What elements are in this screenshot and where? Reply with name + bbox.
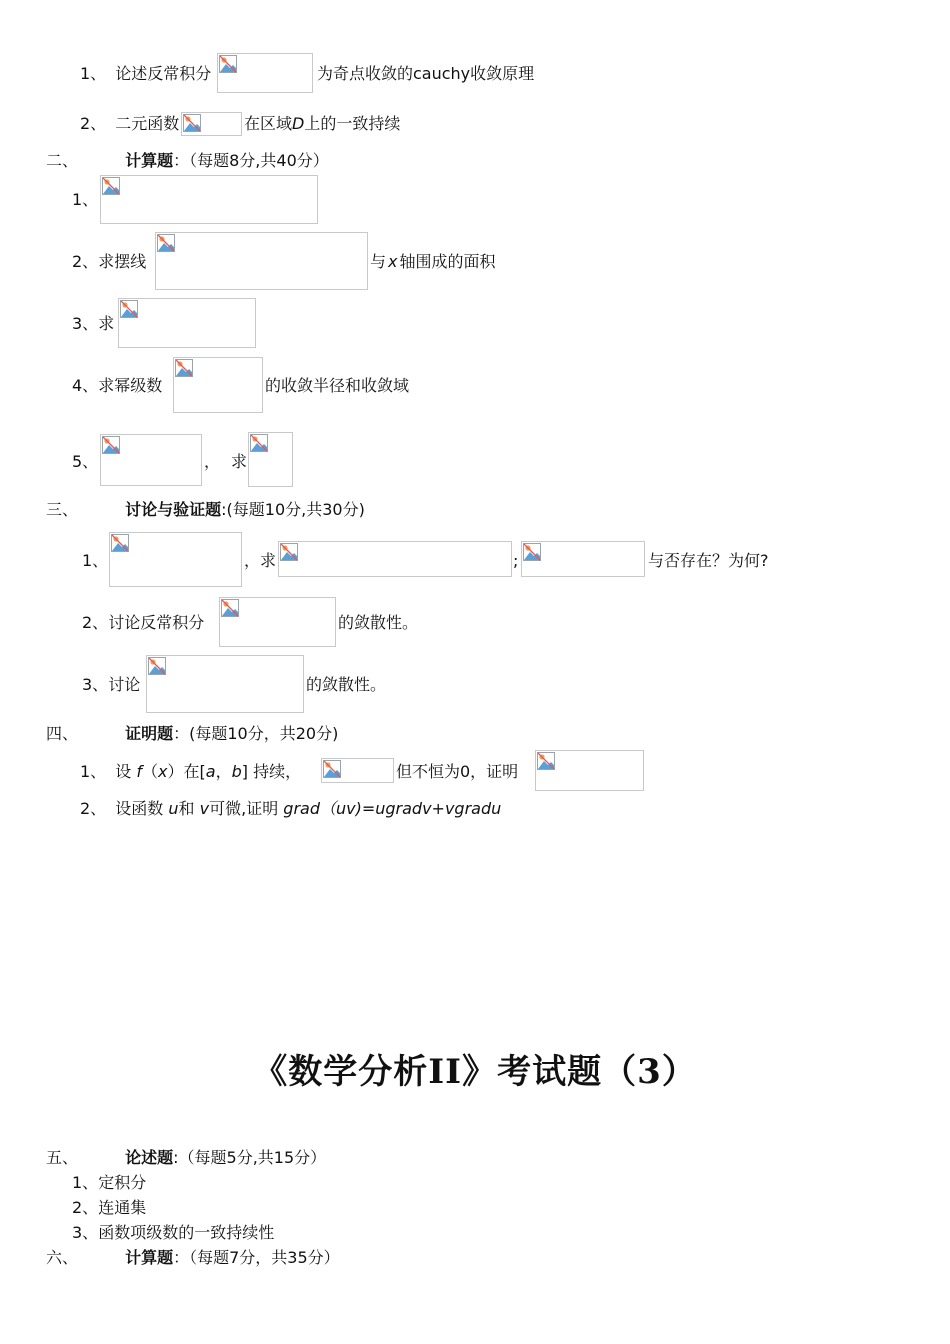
formula-image: [521, 541, 645, 577]
section-note: ：（每题8分,共40分）: [173, 151, 329, 170]
item-number: 2、: [80, 799, 107, 818]
text-span: （: [142, 762, 159, 781]
gradient-formula: grad（uv)=ugradv+vgradu: [283, 799, 502, 818]
question-text: [244, 114, 400, 134]
variable-a: a: [205, 762, 216, 781]
formula-image: [173, 357, 263, 413]
separator-text: ;: [513, 551, 519, 570]
broken-image-icon: [175, 359, 193, 377]
section-heading-discussion: [46, 500, 365, 520]
section-number: 四、: [46, 724, 79, 743]
item-text: 连通集: [98, 1198, 147, 1217]
item-number: 4、: [72, 376, 99, 395]
question-text: 为奇点收敛的cauchy收敛原理: [317, 64, 535, 83]
question-text: 求: [231, 452, 248, 471]
item-number: 3、: [72, 314, 99, 333]
text-span: 与: [370, 252, 387, 271]
section-heading-proof: [46, 724, 338, 744]
list-item: [72, 1198, 146, 1218]
section-title: 计算题: [125, 151, 174, 170]
broken-image-icon: [183, 114, 201, 132]
question-discuss-3: [82, 675, 140, 695]
formula-image: [155, 232, 368, 290]
section-note: :(每题10分,共30分): [221, 500, 365, 519]
text-span: 和: [178, 799, 195, 818]
formula-image: [321, 758, 394, 783]
section-note: :（每题5分,共15分）: [173, 1148, 327, 1167]
section-heading-calculation: [46, 151, 329, 171]
formula-image: [217, 53, 313, 93]
question-text: 求摆线: [98, 252, 147, 271]
formula-image: [535, 750, 644, 791]
item-number: 3、: [82, 675, 109, 694]
item-text: 函数项级数的一致持续性: [98, 1223, 275, 1242]
section-title: 证明题: [125, 724, 174, 743]
broken-image-icon: [523, 543, 541, 561]
item-number: 2、: [72, 1198, 99, 1217]
item-number: 2、: [72, 252, 99, 271]
question-text: 的收敛半径和收敛域: [265, 376, 410, 395]
formula-image: [100, 175, 318, 224]
question-text: 但不恒为0，证明: [396, 762, 519, 781]
section-heading-calculation-2: [46, 1248, 340, 1268]
section-number: 三、: [46, 500, 79, 519]
formula-image: [219, 597, 336, 647]
variable-b: b: [231, 762, 242, 781]
broken-image-icon: [120, 300, 138, 318]
broken-image-icon: [111, 534, 129, 552]
formula-image: [248, 432, 293, 487]
section-title: 计算题: [125, 1248, 174, 1267]
separator-text: ，: [204, 452, 221, 471]
variable-d: D: [292, 114, 305, 133]
formula-image: [118, 298, 256, 348]
text-span: ] 持续，: [241, 762, 302, 781]
question-text: ，求: [244, 551, 277, 570]
list-item: [72, 1223, 274, 1243]
text-span: 设: [115, 762, 132, 781]
item-number: 2、: [82, 613, 109, 632]
variable-x: x: [158, 762, 168, 781]
broken-image-icon: [148, 657, 166, 675]
text-span: 设函数: [115, 799, 164, 818]
variable-v: v: [199, 799, 210, 818]
formula-image: [100, 434, 202, 486]
question-text: 的敛散性。: [306, 675, 387, 694]
text-span: 上的一致持续: [304, 114, 401, 133]
question-intro-1: [80, 64, 211, 84]
text-span: ，: [215, 762, 232, 781]
item-number: 1、: [80, 762, 107, 781]
section-number: 六、: [46, 1248, 79, 1267]
section-note: ：（每题7分，共35分）: [173, 1248, 340, 1267]
broken-image-icon: [157, 234, 175, 252]
list-item: [72, 1173, 146, 1193]
broken-image-icon: [219, 55, 237, 73]
formula-image: [278, 541, 512, 577]
broken-image-icon: [323, 760, 341, 778]
section-title: 论述题: [125, 1148, 174, 1167]
question-discuss-2: [82, 613, 204, 633]
text-span: ）在[: [167, 762, 206, 781]
exam-title: 《数学分析II》考试题（3）: [253, 1052, 697, 1092]
item-number: 5、: [72, 452, 99, 471]
text-span: 在区域: [244, 114, 293, 133]
question-text: 的敛散性。: [338, 613, 419, 632]
question-calc-2: [72, 252, 146, 272]
section-number: 二、: [46, 151, 79, 170]
text-span: 可微,证明: [209, 799, 279, 818]
question-text: 二元函数: [115, 114, 180, 133]
question-proof-1: [80, 762, 301, 782]
section-heading-essay: [46, 1148, 326, 1168]
variable-u: u: [168, 799, 179, 818]
item-number: 1、: [72, 1173, 99, 1192]
question-calc-3: [72, 314, 114, 334]
question-text: 讨论: [108, 675, 141, 694]
item-number: 3、: [72, 1223, 99, 1242]
variable-x: x: [388, 252, 398, 271]
question-text: 求幂级数: [98, 376, 163, 395]
question-text: 讨论反常积分: [108, 613, 205, 632]
question-text: 与否存在？为何?: [648, 551, 769, 570]
variable-f: f: [136, 762, 143, 781]
question-proof-2: [80, 799, 501, 819]
item-number: 1、: [82, 551, 109, 570]
question-calc-4: [72, 376, 162, 396]
section-note: ：(每题10分，共20分): [173, 724, 339, 743]
broken-image-icon: [280, 543, 298, 561]
broken-image-icon: [102, 436, 120, 454]
formula-image: [146, 655, 304, 713]
broken-image-icon: [537, 752, 555, 770]
item-number: 2、: [80, 114, 107, 133]
question-intro-2: [80, 114, 179, 134]
broken-image-icon: [250, 434, 268, 452]
formula-image: [109, 532, 242, 587]
question-text: 求: [98, 314, 115, 333]
text-span: 轴围成的面积: [399, 252, 496, 271]
question-text: 论述反常积分: [115, 64, 212, 83]
broken-image-icon: [102, 177, 120, 195]
section-number: 五、: [46, 1148, 79, 1167]
formula-image: [181, 112, 242, 136]
question-text: [370, 252, 496, 272]
item-text: 定积分: [98, 1173, 147, 1192]
item-number: 1、: [72, 190, 99, 209]
broken-image-icon: [221, 599, 239, 617]
item-number: 1、: [80, 64, 107, 83]
section-title: 讨论与验证题: [125, 500, 222, 519]
